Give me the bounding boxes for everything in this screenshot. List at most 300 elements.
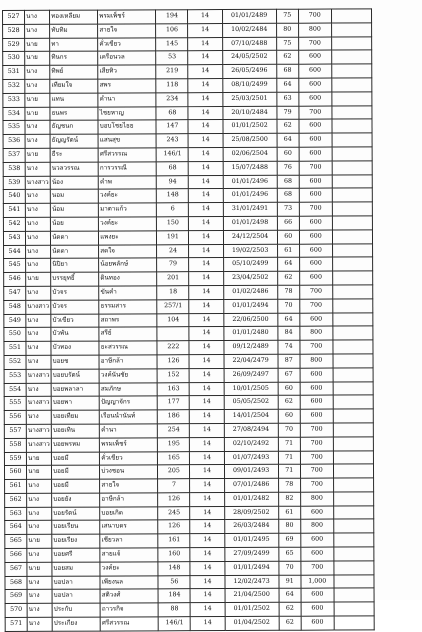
- last-name-cell: อาษีกล้า: [100, 493, 158, 507]
- row-number: 544: [4, 245, 26, 259]
- house-number-cell: 104: [157, 313, 189, 327]
- note-cell: [332, 257, 372, 271]
- age-cell: 71: [278, 451, 300, 465]
- row-number: 556: [4, 411, 26, 425]
- house-number-cell: 195: [158, 437, 190, 451]
- village-cell: 14: [189, 258, 223, 272]
- last-name-cell: ปัญญาจักร: [99, 396, 157, 410]
- birth-date-cell: 01/01/2496: [223, 175, 277, 189]
- amount-cell: 600: [299, 244, 332, 258]
- age-cell: 79: [277, 106, 299, 120]
- amount-cell: 1,000: [301, 575, 334, 589]
- house-number-cell: 146/1: [159, 617, 191, 631]
- amount-cell: 700: [299, 106, 332, 120]
- birth-date-cell: 24/05/2502: [222, 51, 276, 65]
- age-cell: 62: [278, 396, 300, 410]
- note-cell: [331, 9, 371, 23]
- age-cell: 64: [278, 313, 300, 327]
- first-name-cell: บอปลา: [52, 590, 100, 604]
- birth-date-cell: 27/09/2499: [224, 547, 278, 561]
- amount-cell: 700: [300, 437, 333, 451]
- birth-date-cell: 01/01/2480: [223, 327, 277, 341]
- table-row: [4, 271, 373, 286]
- table-row: [5, 575, 374, 590]
- last-name-cell: สรีย์: [99, 327, 157, 341]
- note-cell: [332, 188, 372, 202]
- village-cell: 14: [189, 203, 223, 217]
- table-row: [5, 616, 374, 631]
- house-number-cell: 126: [158, 493, 190, 507]
- note-cell: [332, 271, 372, 285]
- amount-cell: 700: [300, 464, 333, 478]
- first-name-cell: ประกับ: [52, 603, 100, 617]
- birth-date-cell: 10/01/2505: [224, 382, 278, 396]
- house-number-cell: 219: [156, 65, 188, 79]
- note-cell: [332, 78, 372, 92]
- last-name-cell: ขันคำ: [99, 286, 157, 300]
- first-name-cell: บอยพา: [51, 396, 99, 410]
- last-name-cell: วงค์ยะ: [99, 217, 157, 231]
- last-name-cell: เครือนวล: [98, 51, 156, 65]
- first-name-cell: ทับทิม: [50, 24, 98, 38]
- amount-cell: 600: [299, 230, 332, 244]
- row-number: 534: [3, 107, 25, 121]
- village-cell: 14: [188, 106, 222, 120]
- title-cell: นาง: [27, 604, 52, 618]
- last-name-cell: เสนาบดร: [100, 520, 158, 534]
- house-number-cell: 145: [156, 37, 188, 51]
- note-cell: [332, 174, 372, 188]
- title-cell: นาย: [25, 38, 50, 52]
- last-name-cell: มาตาแก้ว: [99, 203, 157, 217]
- age-cell: 60: [277, 230, 299, 244]
- row-number: 565: [5, 535, 27, 549]
- amount-cell: 600: [299, 271, 332, 285]
- row-number: 568: [5, 576, 27, 590]
- village-cell: 14: [190, 589, 224, 603]
- amount-cell: 600: [299, 188, 332, 202]
- house-number-cell: 148: [158, 562, 190, 576]
- title-cell: นางสาว: [26, 369, 51, 383]
- house-number-cell: 150: [157, 217, 189, 231]
- table-row: [5, 533, 374, 548]
- note-cell: [334, 575, 374, 589]
- age-cell: 87: [278, 354, 300, 368]
- house-number-cell: 24: [157, 244, 189, 258]
- first-name-cell: บอยเรียง: [52, 534, 100, 548]
- note-cell: [334, 547, 374, 561]
- last-name-cell: สพร: [98, 79, 156, 93]
- row-number: 533: [3, 93, 25, 107]
- amount-cell: 800: [298, 23, 331, 37]
- note-cell: [332, 216, 372, 230]
- birth-date-cell: 01/02/2486: [223, 285, 277, 299]
- table-row: [5, 478, 374, 493]
- title-cell: นาง: [25, 24, 50, 38]
- amount-cell: 600: [301, 602, 334, 616]
- birth-date-cell: 02/06/2504: [223, 147, 277, 161]
- table-row: [3, 105, 372, 120]
- last-name-cell: สถาพร: [99, 313, 157, 327]
- last-name-cell: แสนสุข: [98, 134, 156, 148]
- village-cell: 14: [190, 561, 224, 575]
- last-name-cell: คั่วเขียว: [98, 37, 156, 51]
- row-number: 561: [5, 479, 27, 493]
- title-cell: นางสาว: [26, 300, 51, 314]
- house-number-cell: 88: [158, 603, 190, 617]
- village-cell: 14: [189, 148, 223, 162]
- amount-cell: 600: [299, 257, 332, 271]
- amount-cell: 700: [299, 161, 332, 175]
- table-row: [4, 368, 373, 383]
- house-number-cell: 177: [158, 396, 190, 410]
- table-row: [3, 50, 372, 65]
- last-name-cell: เสียทิว: [98, 65, 156, 79]
- first-name-cell: ทองเหลียม: [50, 10, 98, 24]
- row-number: 562: [5, 493, 27, 507]
- title-cell: นาย: [25, 107, 50, 121]
- last-name-cell: คำนา: [98, 93, 156, 107]
- row-number: 530: [3, 52, 25, 66]
- note-cell: [333, 368, 373, 382]
- age-cell: 71: [278, 464, 300, 478]
- birth-date-cell: 05/05/2502: [224, 396, 278, 410]
- house-number-cell: 126: [158, 520, 190, 534]
- last-name-cell: สายใจ: [98, 24, 156, 38]
- first-name-cell: บอยมี: [52, 452, 100, 466]
- house-number-cell: 106: [156, 23, 188, 37]
- house-number-cell: 257/1: [157, 299, 189, 313]
- amount-cell: 600: [301, 616, 334, 630]
- first-name-cell: นัดดา: [51, 231, 99, 245]
- birth-date-cell: 01/01/2494: [223, 299, 277, 313]
- first-name-cell: บัวจร: [51, 286, 99, 300]
- birth-date-cell: 07/10/2488: [222, 37, 276, 51]
- village-cell: 14: [189, 189, 223, 203]
- table-row: [4, 340, 373, 355]
- last-name-cell: เรือนนำนันท์: [99, 410, 157, 424]
- first-name-cell: ธัญญรัตน์: [50, 134, 98, 148]
- age-cell: 70: [277, 299, 299, 313]
- age-cell: 70: [278, 423, 300, 437]
- note-cell: [333, 312, 373, 326]
- note-cell: [332, 202, 372, 216]
- house-number-cell: 118: [156, 79, 188, 93]
- village-cell: 14: [190, 506, 224, 520]
- row-number: 535: [3, 121, 25, 135]
- last-name-cell: น้อยพลักษ์: [99, 258, 157, 272]
- age-cell: 80: [278, 520, 300, 534]
- village-cell: 14: [190, 368, 224, 382]
- last-name-cell: แพงยะ: [99, 231, 157, 245]
- birth-date-cell: 19/02/2503: [223, 244, 277, 258]
- row-number: 551: [4, 342, 26, 356]
- note-cell: [333, 506, 373, 520]
- table-row: [4, 423, 373, 438]
- age-cell: 62: [277, 120, 299, 134]
- age-cell: 76: [277, 161, 299, 175]
- note-cell: [332, 92, 372, 106]
- last-name-cell: ศรีสวรรณ: [98, 148, 156, 162]
- birth-date-cell: 25/08/2500: [223, 133, 277, 147]
- row-number: 563: [5, 507, 27, 521]
- table-row: [5, 492, 374, 507]
- house-number-cell: [157, 327, 189, 341]
- title-cell: นางสาว: [26, 424, 51, 438]
- first-name-cell: ทา: [50, 38, 98, 52]
- first-name-cell: บอปลา: [52, 576, 100, 590]
- amount-cell: 600: [298, 64, 331, 78]
- first-name-cell: บรรยุทธิ์: [51, 272, 99, 286]
- note-cell: [331, 23, 371, 37]
- title-cell: นาย: [27, 562, 52, 576]
- amount-cell: 700: [300, 340, 333, 354]
- birth-date-cell: 20/10/2484: [222, 106, 276, 120]
- birth-date-cell: 10/02/2484: [222, 23, 276, 37]
- birth-date-cell: 05/10/2499: [223, 258, 277, 272]
- first-name-cell: บอยมี: [52, 465, 100, 479]
- row-number: 545: [4, 259, 26, 273]
- amount-cell: 600: [301, 547, 334, 561]
- title-cell: นาง: [25, 190, 50, 204]
- title-cell: นาง: [25, 217, 50, 231]
- village-cell: 14: [191, 617, 225, 631]
- note-cell: [333, 285, 373, 299]
- house-number-cell: 79: [157, 258, 189, 272]
- title-cell: นาง: [26, 410, 51, 424]
- amount-cell: 600: [300, 313, 333, 327]
- last-name-cell: บอยเกิด: [100, 507, 158, 521]
- last-name-cell: สมภักษ: [99, 382, 157, 396]
- house-number-cell: 243: [156, 134, 188, 148]
- birth-date-cell: 21/04/2500: [225, 589, 279, 603]
- amount-cell: 600: [299, 216, 332, 230]
- first-name-cell: นวลวรรณ: [50, 162, 98, 176]
- last-name-cell: เชียวลา: [100, 534, 158, 548]
- last-name-cell: คั่วเขียว: [100, 451, 158, 465]
- house-number-cell: 152: [157, 368, 189, 382]
- village-cell: 14: [188, 51, 222, 65]
- age-cell: 82: [278, 492, 300, 506]
- house-number-cell: 147: [156, 120, 188, 134]
- village-cell: 14: [190, 451, 224, 465]
- birth-date-cell: 01/01/2498: [223, 216, 277, 230]
- title-cell: นาย: [25, 148, 50, 162]
- last-name-cell: พรมเพ็ชร์: [100, 438, 158, 452]
- village-cell: 14: [188, 37, 222, 51]
- last-name-cell: บอบโชยไธย: [98, 120, 156, 134]
- table-row: [3, 36, 372, 51]
- first-name-cell: น้อย: [51, 217, 99, 231]
- table-row: [4, 450, 373, 465]
- note-cell: [333, 326, 373, 340]
- village-cell: 14: [190, 575, 224, 589]
- title-cell: นาย: [27, 466, 52, 480]
- title-cell: นาง: [25, 134, 50, 148]
- note-cell: [332, 161, 372, 175]
- amount-cell: 700: [300, 423, 333, 437]
- last-name-cell: วงค์นันชัย: [99, 369, 157, 383]
- village-cell: 14: [188, 92, 222, 106]
- amount-cell: 600: [300, 368, 333, 382]
- age-cell: 65: [279, 547, 301, 561]
- amount-cell: 700: [298, 37, 331, 51]
- row-number: 559: [4, 452, 26, 466]
- note-cell: [333, 340, 373, 354]
- title-cell: นาง: [27, 590, 52, 604]
- last-name-cell: พรมเพ็ชร์: [98, 10, 156, 24]
- title-cell: นางสาว: [26, 438, 51, 452]
- amount-cell: 700: [300, 478, 333, 492]
- amount-cell: 600: [299, 133, 332, 147]
- table-row: [5, 588, 374, 603]
- house-number-cell: 201: [157, 272, 189, 286]
- village-cell: 14: [189, 175, 223, 189]
- age-cell: 68: [276, 64, 298, 78]
- table-row: [3, 188, 372, 203]
- birth-date-cell: 24/12/2504: [223, 230, 277, 244]
- age-cell: 62: [279, 616, 301, 630]
- table-row: [4, 326, 373, 341]
- village-cell: 14: [190, 548, 224, 562]
- row-number: 560: [4, 466, 26, 480]
- row-number: 538: [3, 162, 25, 176]
- birth-date-cell: 28/09/2502: [224, 506, 278, 520]
- row-number: 532: [3, 79, 25, 93]
- title-cell: นาง: [26, 355, 51, 369]
- age-cell: 60: [278, 409, 300, 423]
- birth-date-cell: 27/08/2494: [224, 423, 278, 437]
- note-cell: [333, 299, 373, 313]
- title-cell: นาง: [27, 617, 52, 631]
- last-name-cell: บ่วงชอน: [100, 465, 158, 479]
- village-cell: 14: [188, 23, 222, 37]
- first-name-cell: บอยพลาลา: [51, 383, 99, 397]
- last-name-cell: วงค์ยะ: [99, 189, 157, 203]
- row-number: 552: [4, 355, 26, 369]
- birth-date-cell: 14/01/2504: [224, 409, 278, 423]
- birth-date-cell: 22/04/2479: [224, 354, 278, 368]
- row-number: 529: [3, 38, 25, 52]
- table-row: [3, 119, 372, 134]
- house-number-cell: 254: [158, 424, 190, 438]
- row-number: 566: [5, 548, 27, 562]
- table-row: [4, 395, 373, 410]
- title-cell: นาย: [27, 535, 52, 549]
- village-cell: 14: [190, 492, 224, 506]
- first-name-cell: บัวพัน: [51, 327, 99, 341]
- village-cell: 14: [189, 161, 223, 175]
- age-cell: 60: [278, 382, 300, 396]
- birth-date-cell: 09/01/2493: [224, 465, 278, 479]
- table-row: [3, 133, 372, 148]
- age-cell: 68: [277, 175, 299, 189]
- row-number: 539: [3, 176, 25, 190]
- note-cell: [334, 602, 374, 616]
- note-cell: [332, 119, 372, 133]
- last-name-cell: คำพ: [98, 175, 156, 189]
- row-number: 549: [4, 314, 26, 328]
- last-name-cell: ธะสวรรณ: [99, 341, 157, 355]
- birth-date-cell: 01/01/2494: [224, 561, 278, 575]
- table-row: [3, 78, 372, 93]
- age-cell: 62: [277, 271, 299, 285]
- age-cell: 61: [278, 506, 300, 520]
- note-cell: [333, 409, 373, 423]
- first-name-cell: ประเกียง: [52, 617, 100, 631]
- first-name-cell: น้อม: [50, 203, 98, 217]
- age-cell: 78: [277, 285, 299, 299]
- row-number: 548: [4, 300, 26, 314]
- amount-cell: 700: [300, 451, 333, 465]
- age-cell: 74: [278, 340, 300, 354]
- note-cell: [331, 50, 371, 64]
- title-cell: นางสาว: [25, 176, 50, 190]
- birth-date-cell: 23/04/2502: [223, 271, 277, 285]
- row-number: 540: [3, 190, 25, 204]
- table-row: [4, 381, 373, 396]
- village-cell: 14: [190, 396, 224, 410]
- table-row: [3, 147, 372, 162]
- table-body: [3, 9, 375, 631]
- birth-date-cell: 02/10/2492: [224, 437, 278, 451]
- amount-cell: 600: [299, 119, 332, 133]
- title-cell: นาง: [27, 521, 52, 535]
- note-cell: [333, 395, 373, 409]
- amount-cell: 600: [300, 409, 333, 423]
- birth-date-cell: 01/01/2502: [225, 603, 279, 617]
- amount-cell: 600: [299, 175, 332, 189]
- row-number: 528: [3, 24, 25, 38]
- note-cell: [333, 450, 373, 464]
- first-name-cell: นัดดา: [51, 245, 99, 259]
- table-row: [3, 92, 372, 107]
- amount-cell: 800: [300, 354, 333, 368]
- village-cell: 14: [188, 10, 222, 24]
- last-name-cell: อาษีกล้า: [99, 355, 157, 369]
- birth-date-cell: 08/10/2499: [222, 78, 276, 92]
- village-cell: 14: [190, 423, 224, 437]
- first-name-cell: นอม: [50, 189, 98, 203]
- village-cell: 14: [189, 216, 223, 230]
- note-cell: [332, 147, 372, 161]
- row-number: 558: [4, 438, 26, 452]
- title-cell: นาง: [27, 548, 52, 562]
- village-cell: 14: [189, 244, 223, 258]
- village-cell: 14: [190, 382, 224, 396]
- row-number: 554: [4, 383, 26, 397]
- first-name-cell: ธีระ: [50, 148, 98, 162]
- house-number-cell: 222: [157, 341, 189, 355]
- note-cell: [332, 133, 372, 147]
- amount-cell: 600: [301, 533, 334, 547]
- title-cell: นาง: [25, 65, 50, 79]
- birth-date-cell: 01/07/2493: [224, 451, 278, 465]
- village-cell: 14: [190, 534, 224, 548]
- note-cell: [334, 561, 374, 575]
- title-cell: นาง: [27, 479, 52, 493]
- note-cell: [331, 36, 371, 50]
- table-row: [3, 64, 372, 79]
- table-row: [5, 602, 374, 617]
- age-cell: 70: [279, 561, 301, 575]
- amount-cell: 800: [300, 520, 333, 534]
- house-number-cell: 191: [157, 230, 189, 244]
- birth-date-cell: 01/01/2502: [223, 120, 277, 134]
- note-cell: [333, 437, 373, 451]
- title-cell: นาง: [25, 162, 50, 176]
- table-row: [4, 464, 373, 479]
